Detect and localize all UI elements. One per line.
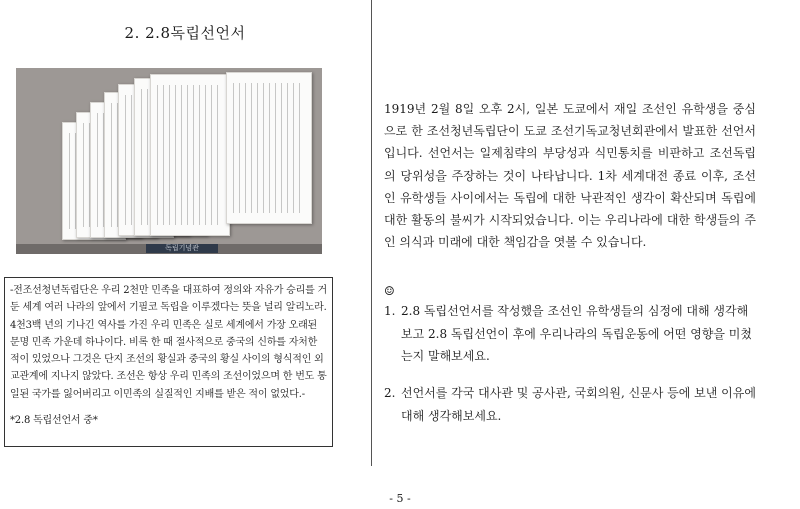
document-sheet — [226, 72, 312, 224]
declaration-photo — [16, 68, 322, 254]
intro-paragraph: 1919년 2월 8일 오후 2시, 일본 도쿄에서 재일 조선인 유학생을 중심으로 한 조선청년독립단이 도쿄 조선기독교청년회관에서 발표한 선언서입니다. 선언서는 일제침략의 부당성과 식민통치를 비판하고 조선독립의 당위성을 주장하는 것이 나타납니다. 1차 세계대전 종료 이후, 조선인 유학생들 사이에서는 독립에 대한 낙관적인 생각이 확산되며 독립에 대한 활동의 불씨가 시작되었습니다. 이는 우리나라에 대한 학생들의 주인 의식과 미래에 대한 책임감을 엿볼 수 있습니다. — [384, 102, 756, 250]
smiley-icon: ☺ — [384, 284, 395, 298]
column-divider — [371, 0, 372, 466]
question-text: 선언서를 각국 대사관 및 공사관, 국회의원, 신문사 등에 보낸 이유에 대해 생각해보세요. — [401, 386, 756, 423]
question-text: 2.8 독립선언서를 작성했을 조선인 유학생들의 심정에 대해 생각해보고 2.8 독립선언이 후에 우리나라의 독립운동에 어떤 영향을 미쳤는지 말해보세요. — [401, 304, 752, 364]
page-number: - 5 - — [389, 492, 411, 505]
section-title: 2. 2.8독립선언서 — [124, 24, 246, 42]
photo-caption-bar — [16, 244, 322, 254]
question-number: 1. — [384, 304, 396, 318]
document-sheet — [150, 74, 230, 236]
quote-source: *2.8 독립선언서 중* — [10, 415, 98, 427]
quote-text: -전조선청년독립단은 우리 2천만 민족을 대표하여 정의와 자유가 승리를 거둔 세계 여러 나라의 앞에서 기필코 독립을 이루겠다는 뜻을 널리 알리노라. 4천3백 년의 기나긴 역사를 가진 우리 민족은 실로 세계에서 가장 오래된 문명 민족 가운데 하나이다. 비록 한 때 절사적으로 중국의 신하를 자처한 적이 있었으나 그것은 단지 조선의 황실과 중국의 황실 사이의 형식적인 외교관계에 지나지 않았다. 조선은 항상 우리 민족의 조선이었으며 한 번도 통일된 국가를 잃어버리고 이민족의 실질적인 지배를 받은 적이 없었다.- — [10, 285, 327, 400]
question-number: 2. — [384, 386, 396, 400]
photo-badge: 독립기념관 — [146, 244, 218, 253]
question-1 — [384, 300, 756, 368]
quote-box — [4, 277, 333, 447]
question-2 — [384, 382, 756, 427]
